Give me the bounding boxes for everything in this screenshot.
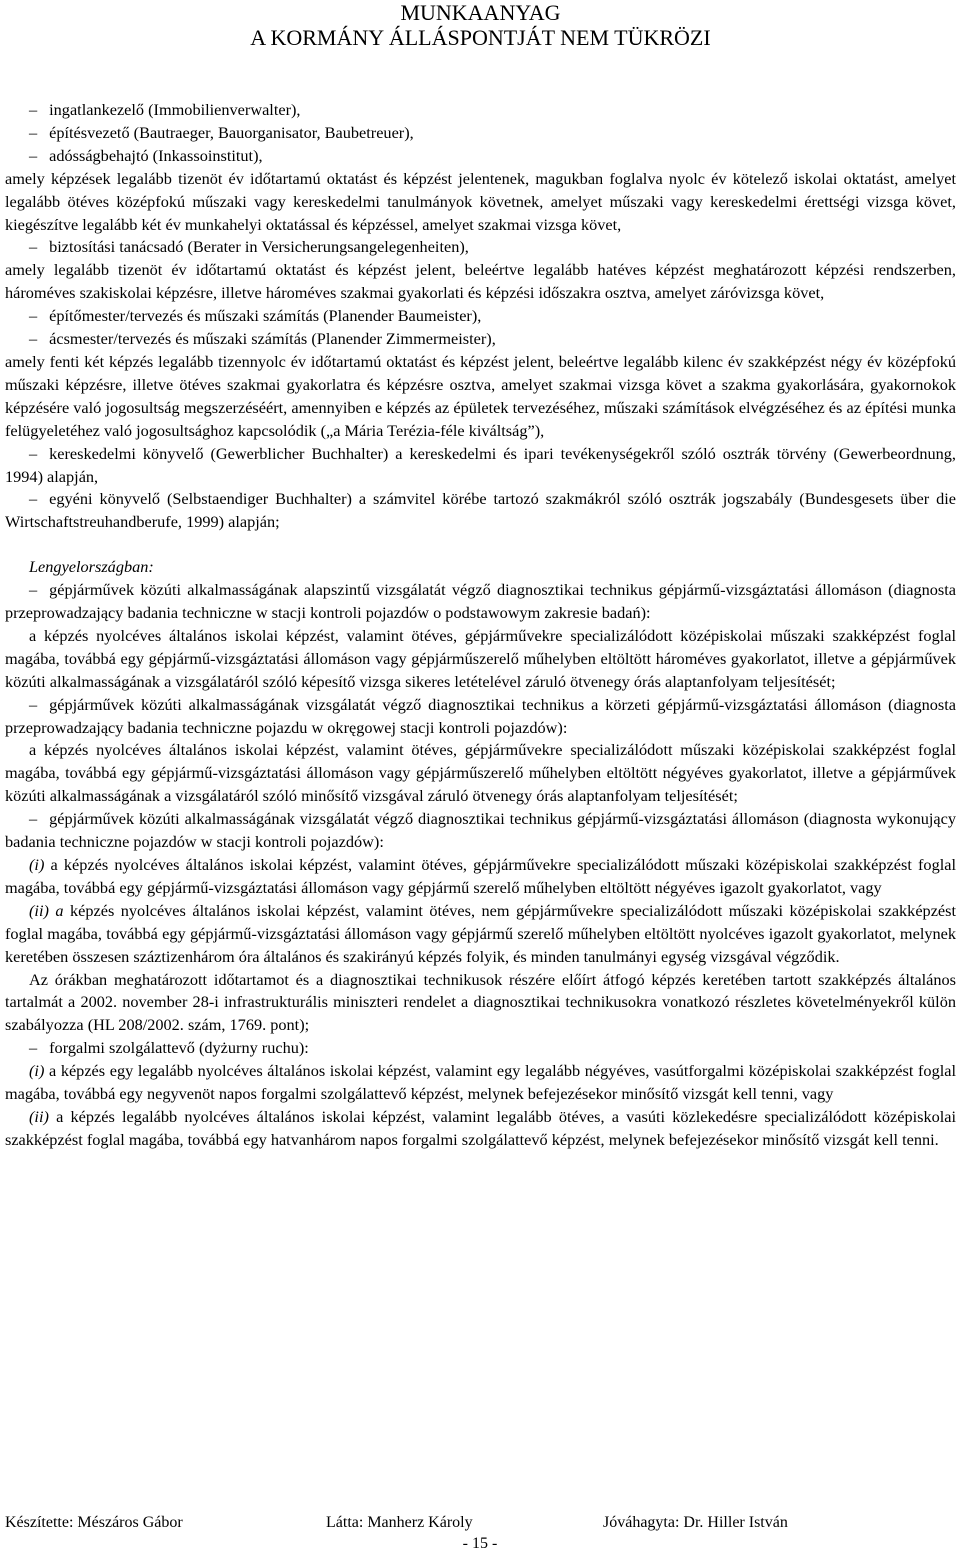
paragraph <box>5 854 956 900</box>
page-header <box>5 0 956 50</box>
list-item: – ácsmester/tervezés és műszaki számítás (Planender Zimmermeister), <box>5 328 956 351</box>
section-title: Lengyelországban: <box>29 557 154 577</box>
list-item: – gépjárművek közúti alkalmasságának vizsgálatát végző diagnosztikai technikus gépjármű-vizsgáztatási állomáson (diagnosta wykonujący badania techniczne pojazdów w stacji kontroli pojazdów): <box>5 808 956 854</box>
spacer <box>5 534 956 556</box>
enum-label: (ii) <box>29 1106 49 1126</box>
list-item: – forgalmi szolgálattevő (dyżurny ruchu): <box>5 1037 956 1060</box>
header-line-1: MUNKAANYAG <box>400 0 561 25</box>
paragraph: amely képzések legalább tizenöt év időtartamú oktatást és képzést jelentenek, magukban foglalva nyolc év kötelező iskolai oktatást, amelyet legalább ötéves középfokú műszaki vagy kereskedelmi tanulmányok követnek, amelyet műszaki vagy kereskedelmi érettségi vizsga követ, kiegészítve legalább két év munkahelyi oktatással és képzéssel, amelyet szakmai vizsga követ, <box>5 168 956 234</box>
enum-label: (i) <box>29 855 45 874</box>
list-item: – kereskedelmi könyvelő (Gewerblicher Buchhalter) a kereskedelmi és ipari tevékenységekről szóló osztrák törvény (Gewerbeordnung, 1994) alapján, <box>5 443 956 489</box>
paragraph <box>5 900 956 969</box>
list-item: – építésvezető (Bautraeger, Bauorganisator, Baubetreuer), <box>5 122 956 145</box>
enum-text: a képzés legalább nyolcéves általános iskolai képzést, valamint legalább ötéves, a vasúti közlekedésre specializálódott középiskolai szakképzést foglal magába, továbbá egy hatvanhárom napos forgalmi szolgálattevő képzést, melynek befejezésekor minősítő vizsgát kell tenni. <box>5 1106 957 1149</box>
enum-label: (ii) a <box>29 900 64 920</box>
footer-author: Készítette: Mészáros Gábor <box>5 1514 183 1531</box>
paragraph <box>5 1060 956 1106</box>
list-item: – gépjárművek közúti alkalmasságának vizsgálatát végző diagnosztikai technikus a körzeti gépjármű-vizsgáztatási állomáson (diagnosta przeprowadzający badania techniczne pojazdu w okręgowej stacji kontroli pojazdów): <box>5 694 956 740</box>
footer-approved: Jóváhagyta: Dr. Hiller István <box>603 1514 788 1531</box>
enum-text: a képzés egy legalább nyolcéves általános iskolai képzést, valamint egy legalább négyéves, vasútforgalmi középiskolai szakképzést foglal magába, továbbá egy negyvenöt napos forgalmi szolgálattevő képzést, melynek befejezésekor minősítő vizsgát kell tenni, vagy <box>5 1061 956 1104</box>
paragraph: amely legalább tizenöt év időtartamú oktatást és képzést jelent, beleértve legalább hatéves képzést meghatározott képzési rendszerben, hároméves szakiskolai képzésre, illetve hároméves szakmai gyakorlati és képzési időszakra osztva, amelyet záróvizsga követ, <box>5 260 956 303</box>
list-item: – adósságbehajtó (Inkassoinstitut), <box>5 145 956 168</box>
enum-text: a képzés nyolcéves általános iskolai képzést, valamint ötéves, gépjárművekre specializálódott műszaki középiskolai szakképzést foglal magába, továbbá egy gépjármű-vizsgáztatási állomáson vagy gépjármű szerelő műhelyben eltöltött négyéves igazolt gyakorlatot, vagy <box>5 855 956 897</box>
footer-seen: Látta: Manherz Károly <box>326 1514 473 1531</box>
header-line-2: A KORMÁNY ÁLLÁSPONTJÁT NEM TÜKRÖZI <box>250 25 711 50</box>
paragraph <box>5 1106 956 1152</box>
paragraph: amely fenti két képzés legalább tizennyolc év időtartamú oktatást és képzést jelent, beleértve legalább kilenc év szakképzést négy év középfokú műszaki képzésre, illetve ötéves szakmai gyakorlatra és képzésre osztva, amelyet szakmai vizsga követ a szakma gyakorlására, gyakornokok képzésére való jogosultság megszerzéséért, amennyiben e képzés az épületek tervezéséhez, műszaki számítások elvégzéséhez és az építési munka felügyeletéhez való jogosultsághoz kapcsolódik („a Mária Terézia-féle kiváltság”), <box>5 351 956 440</box>
list-item: – építőmester/tervezés és műszaki számítás (Planender Baumeister), <box>5 305 956 328</box>
list-item: – ingatlankezelő (Immobilienverwalter), <box>5 99 956 122</box>
paragraph: a képzés nyolcéves általános iskolai képzést, valamint ötéves, gépjárművekre specializálódott középiskolai műszaki szakképzést foglal magába, továbbá egy gépjármű-vizsgáztatási állomáson vagy gépjárműszerelő műhelyben eltöltött hároméves gyakorlatot, illetve a gépjárművek közúti alkalmasságának a vizsgálatáról szóló képesítő vizsga sikeres letételével záruló ötvenegy órás alaptanfolyam teljesítését; <box>5 625 956 691</box>
list-item: – biztosítási tanácsadó (Berater in Versicherungsangelegenheiten), <box>5 236 956 259</box>
enum-text: képzés nyolcéves általános iskolai képzést, valamint ötéves, nem gépjárművekre specializálódott műszaki középiskolai szakképzést foglal magába, továbbá egy gépjármű-vizsgáztatási állomáson vagy gépjármű szerelő műhelyben eltöltött nyolcéves igazolt gyakorlatot, melynek keretében összesen száztizenhárom óra általános és szakirányú képzés folyik, és minden tanulmányi egység vizsgával végződik. <box>5 900 957 966</box>
document-body <box>5 99 956 1152</box>
page-footer <box>5 1514 956 1534</box>
page-number: - 15 - <box>462 1535 498 1552</box>
enum-label: (i) <box>29 1061 45 1081</box>
paragraph: Az órákban meghatározott időtartamot és a diagnosztikai technikusok részére előírt átfogó képzés keretében tartott szakképzés általános tartalmát a 2002. november 28-i infrastrukturális miniszteri rendelet a diagnosztikai technikusokra vonatkozó részletes követelményekről külön szabályozza (HL 208/2002. szám, 1769. pont); <box>5 969 956 1035</box>
list-item: – egyéni könyvelő (Selbstaendiger Buchhalter) a számvitel körébe tartozó szakmákról szóló osztrák jogszabály (Bundesgesets über die Wirtschaftstreuhandberufe, 1999) alapján; <box>5 488 956 534</box>
paragraph: a képzés nyolcéves általános iskolai képzést, valamint ötéves, gépjárművekre specializálódott műszaki középiskolai szakképzést foglal magába, továbbá egy gépjármű-vizsgáztatási állomáson vagy gépjárműszerelő műhelyben eltöltött négyéves gyakorlatot, illetve a gépjárművek közúti alkalmasságának a vizsgálatáról szóló minősítő vizsgával záruló ötvenegy órás alaptanfolyam teljesítését; <box>5 740 956 806</box>
list-item: – gépjárművek közúti alkalmasságának alapszintű vizsgálatát végző diagnosztikai technikus gépjármű-vizsgáztatási állomáson (diagnosta przeprowadzający badania techniczne w stacji kontroli pojazdów o podstawowym zakresie badań): <box>5 579 956 625</box>
